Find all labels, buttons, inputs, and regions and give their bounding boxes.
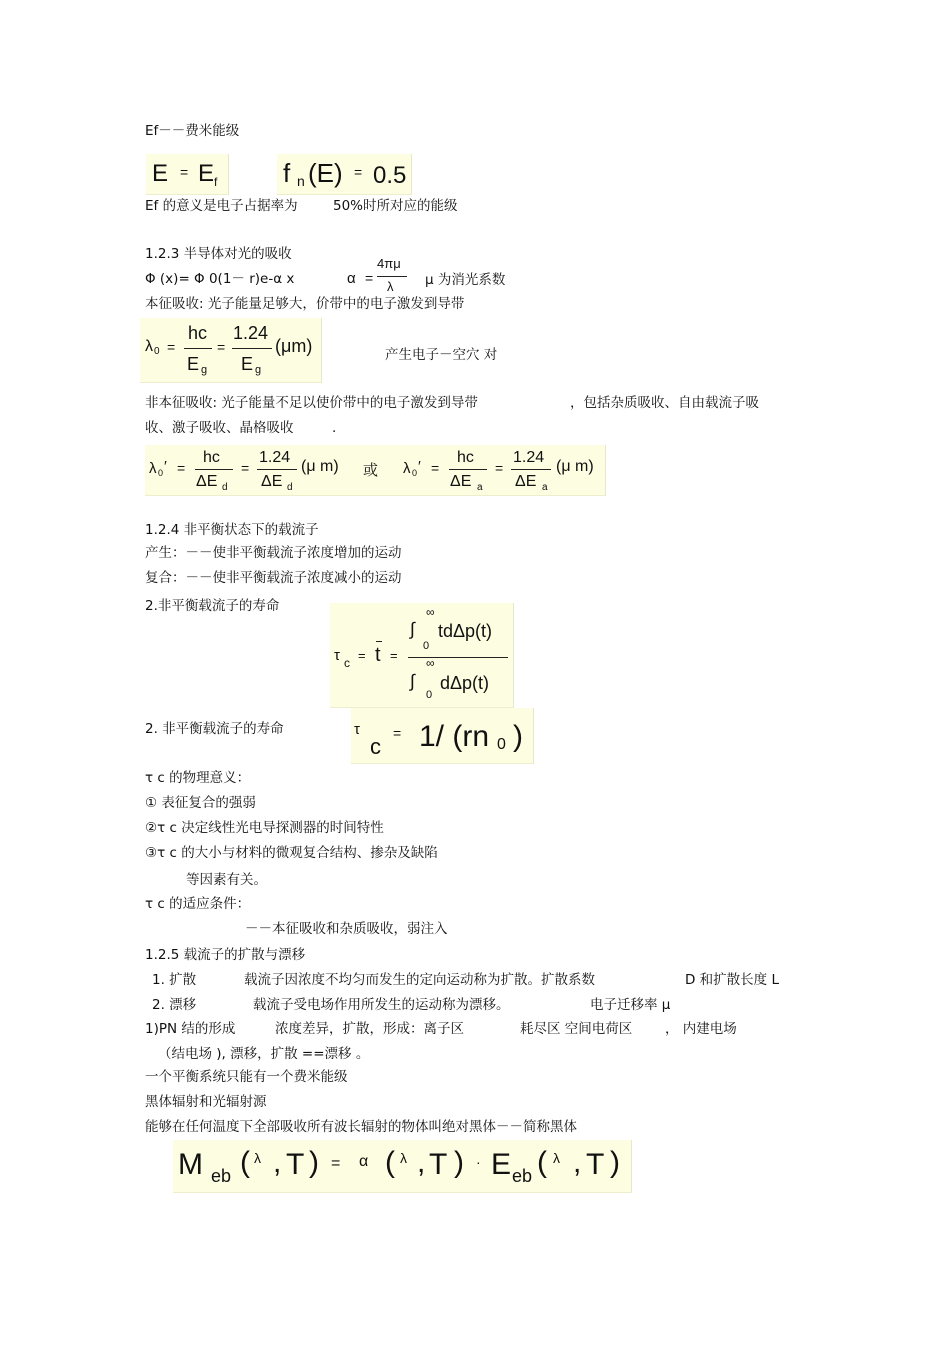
drift-label: 2. 漂移 xyxy=(152,997,197,1013)
tau-conditions-detail: －－本征吸收和杂质吸收，弱注入 xyxy=(245,921,448,937)
section-1-2-4: 1.2.4 非平衡状态下的载流子 xyxy=(145,522,319,538)
pn-junction-field: ， 内建电场 xyxy=(665,1021,737,1037)
tau-meaning: τ c 的物理意义： xyxy=(145,770,251,786)
extrinsic-absorption-types-cont: 收、激子吸收、晶格吸收 xyxy=(145,420,294,436)
single-fermi-level: 一个平衡系统只能有一个费米能级 xyxy=(145,1069,348,1085)
extrinsic-absorption: 非本征吸收: 光子能量不足以使价带中的电子激发到导带 xyxy=(145,395,478,411)
ef-definition: Ef－－费米能级 xyxy=(145,123,240,139)
section-1-2-5: 1.2.5 载流子的扩散与漂移 xyxy=(145,947,306,963)
formula-blackbody-emittance: M eb ( λ , T ) = α ( λ , T ) · E eb ( λ , T ) xyxy=(173,1140,632,1193)
ef-meaning: Ef 的意义是电子占据率为 xyxy=(145,198,298,214)
drift-definition: 载流子受电场作用所发生的运动称为漂移。 xyxy=(253,997,510,1013)
carrier-lifetime-heading-2: 2. 非平衡载流子的寿命 xyxy=(145,721,284,737)
meaning-item-3: ③τ c 的大小与材料的微观复合结构、掺杂及缺陷 xyxy=(145,845,438,861)
formula-e-equals-ef: E = E f xyxy=(146,154,229,195)
extrinsic-absorption-types: ，包括杂质吸收、自由载流子吸 xyxy=(570,395,759,411)
blackbody-heading: 黑体辐射和光辐射源 xyxy=(145,1094,267,1110)
meaning-item-3-cont: 等因素有关。 xyxy=(186,872,267,888)
pn-junction-balance: （结电场 ), 漂移，扩散 ==漂移 。 xyxy=(158,1046,370,1062)
formula-cutoff-wavelength: λ 0 = hc E g = 1.24 E g (μm) xyxy=(140,318,322,383)
tau-conditions: τ c 的适应条件： xyxy=(145,896,251,912)
generation-definition: 产生：－－使非平衡载流子浓度增加的运动 xyxy=(145,545,402,561)
formula-lifetime-rn: τ c = 1/ (rn 0 ) xyxy=(351,708,534,764)
formula-lifetime-integral: τ c = t = ∞ ∫ 0 tdΔp(t) ∞ ∫ 0 dΔp(t) xyxy=(330,603,514,708)
pn-junction-label: 1)PN 结的形成 xyxy=(145,1021,236,1037)
pn-junction-regions: 耗尽区 空间电荷区 xyxy=(520,1021,633,1037)
formula-fermi-occupancy: f n (E) = 0.5 xyxy=(277,154,412,195)
carrier-lifetime-heading: 2.非平衡载流子的寿命 xyxy=(145,598,280,614)
diffusion-label: 1. 扩散 xyxy=(152,972,197,988)
formula-alpha: α = 4πμ λ xyxy=(340,255,420,295)
intrinsic-absorption: 本征吸收: 光子能量足够大，价带中的电子激发到导带 xyxy=(145,296,465,312)
formula-impurity-cutoff: λ 0 ′ = hc ΔE d = 1.24 ΔE d (μ m) 或 λ 0 ′ = hc ΔE a = 1.24 ΔE a (μ m) xyxy=(145,445,606,496)
drift-mobility: 电子迁移率 μ xyxy=(590,997,671,1013)
ef-meaning-value: 50%时所对应的能级 xyxy=(333,198,458,214)
period: . xyxy=(332,420,337,436)
meaning-item-1: ① 表征复合的强弱 xyxy=(145,795,256,811)
diffusion-definition: 载流子因浓度不均匀而发生的定向运动称为扩散。扩散系数 xyxy=(244,972,595,988)
meaning-item-2: ②τ c 决定线性光电导探测器的时间特性 xyxy=(145,820,384,836)
recombination-definition: 复合：－－使非平衡载流子浓度减小的运动 xyxy=(145,570,402,586)
phi-formula: Φ (x)= Φ 0(1－ r)e-α x xyxy=(145,271,295,287)
section-1-2-3: 1.2.3 半导体对光的吸收 xyxy=(145,246,292,262)
electron-hole-pair: 产生电子－空穴 对 xyxy=(385,347,498,363)
pn-junction-process: 浓度差异，扩散，形成：离子区 xyxy=(275,1021,464,1037)
blackbody-definition: 能够在任何温度下全部吸收所有波长辐射的物体叫绝对黑体－－简称黑体 xyxy=(145,1119,577,1135)
extinction-note: μ 为消光系数 xyxy=(425,272,506,288)
diffusion-params: D 和扩散长度 L xyxy=(685,972,779,988)
